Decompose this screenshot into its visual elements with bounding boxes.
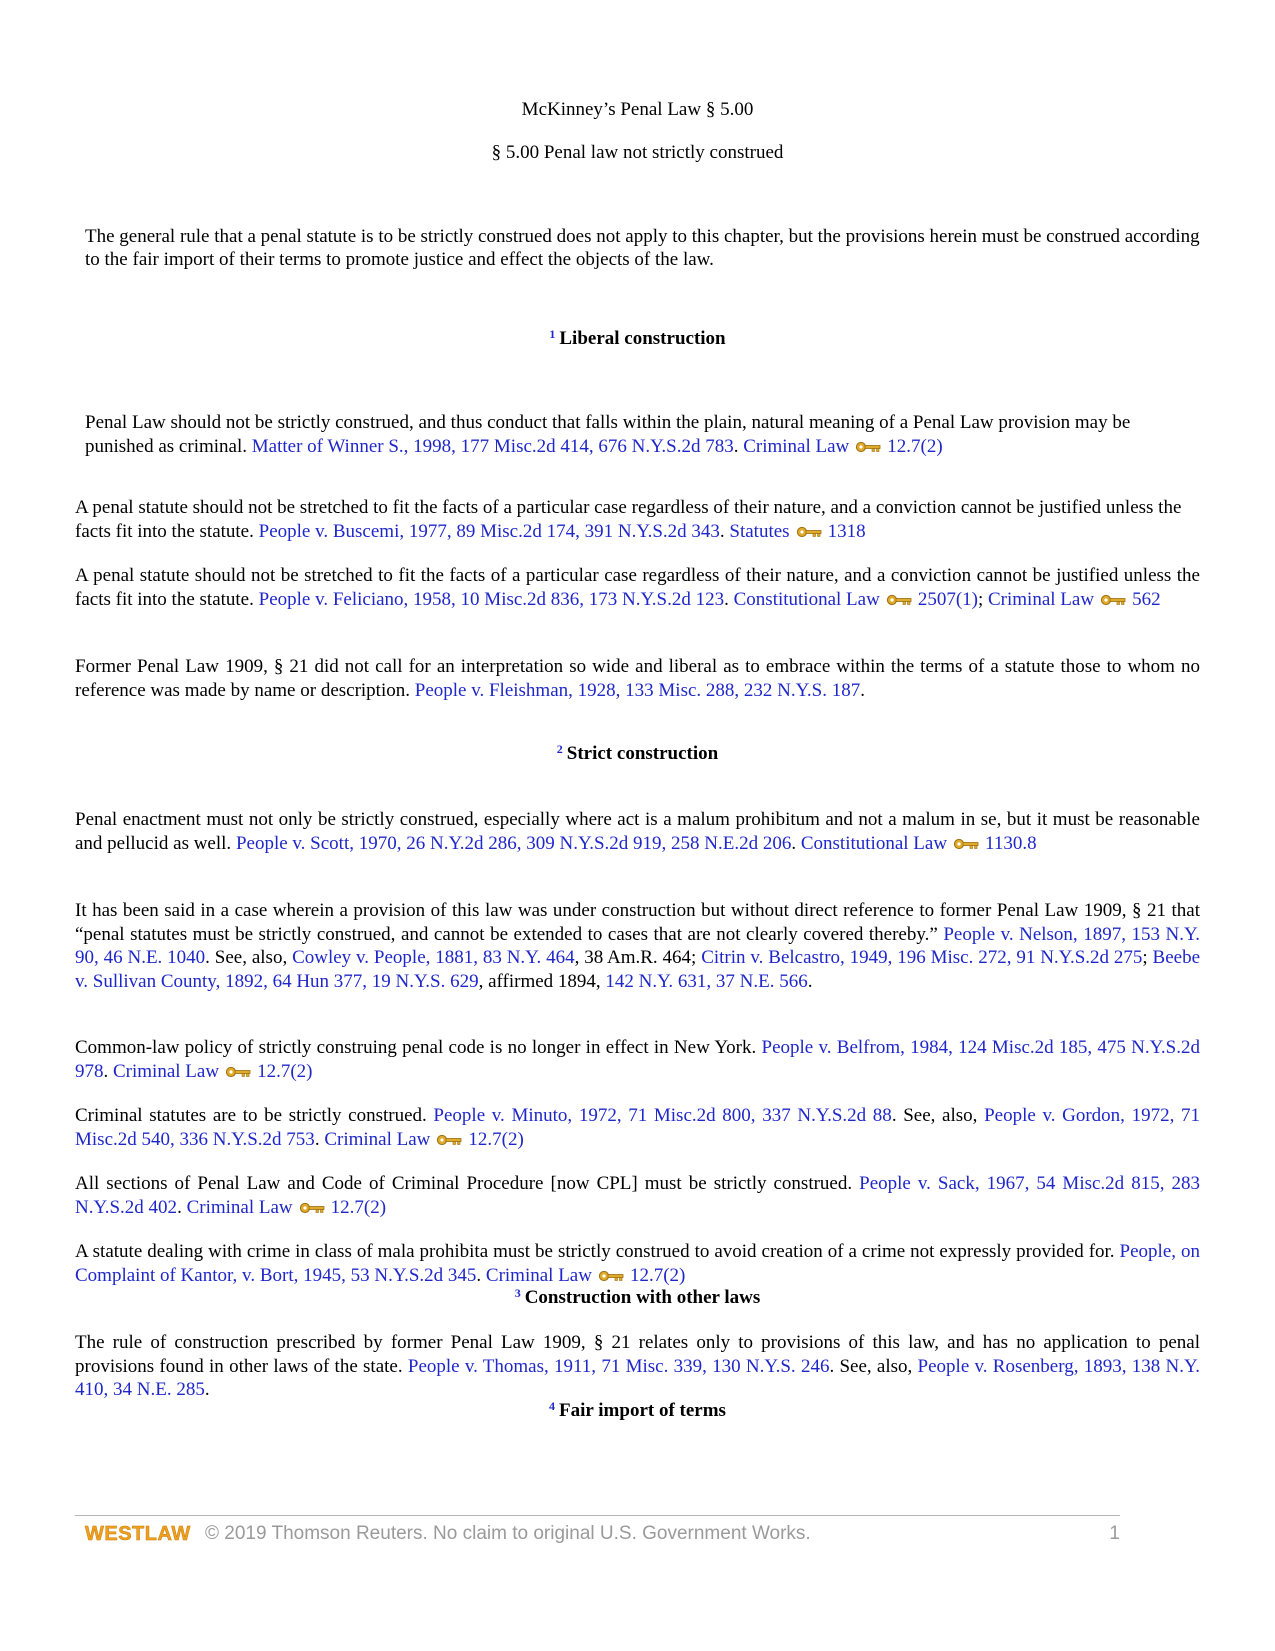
case-citation-link[interactable]: Matter of Winner S., 1998, 177 Misc.2d 414, 676 N.Y.S.2d 783: [251, 435, 734, 457]
annotation-paragraph: Common-law policy of strictly construing penal code is no longer in effect in New York. People v. Belfrom, 1984, 124 Misc.2d 185, 475 N.Y.S.2d 978. Criminal Law 12.7(2): [75, 1037, 1200, 1082]
case-citation-link[interactable]: People v. Scott, 1970, 26 N.Y.2d 286, 309 N.Y.S.2d 919, 258 N.E.2d 206: [235, 832, 792, 854]
key-topic-link[interactable]: Criminal Law: [113, 1060, 220, 1082]
annotation-paragraph: It has been said in a case wherein a provision of this law was under construction but without direct reference to former Penal Law 1909, § 21 that “penal statutes must be strictly construed, and cannot be extended to cases that are not clearly covered thereby.” People v. Nelson, 1897, 153 N.Y. 90, 46 N.E. 1040. See, also, Cowley v. People, 1881, 83 N.Y. 464, 38 Am.R. 464; Citrin v. Belcastro, 1949, 196 Misc. 272, 91 N.Y.S.2d 275; Beebe v. Sullivan County, 1892, 64 Hun 377, 19 N.Y.S. 629, affirmed 1894, 142 N.Y. 631, 37 N.E. 566.: [75, 900, 1201, 992]
case-citation-link[interactable]: People, on Complaint of Kantor, v. Bort, 1945, 53 N.Y.S.2d 345: [75, 1241, 1200, 1286]
heading-title: Fair import of terms: [559, 1400, 726, 1421]
annotation-text: Criminal statutes are to be strictly construed.: [75, 1105, 434, 1126]
annotation-paragraph: Criminal statutes are to be strictly construed. People v. Minuto, 1972, 71 Misc.2d 800, 337 N.Y.S.2d 88. See, also, People v. Gordon, 1972, 71 Misc.2d 540, 336 N.Y.S.2d 753. Criminal Law 12.7(2): [75, 1105, 1200, 1150]
annotation-paragraph: Former Penal Law 1909, § 21 did not call for an interpretation so wide and liberal as to embrace within the terms of a statute those to whom no reference was made by name or description. People v. Fleishman, 1928, 133 Misc. 288, 232 N.Y.S. 187.: [75, 656, 1200, 701]
key-topic-link[interactable]: Criminal Law: [186, 1196, 293, 1218]
case-citation-link[interactable]: People v. Minuto, 1972, 71 Misc.2d 800, 337 N.Y.S.2d 88: [433, 1105, 892, 1126]
annotation-text: Common-law policy of strictly construing penal code is no longer in effect in New York.: [75, 1037, 762, 1058]
heading-title: Liberal construction: [559, 328, 726, 349]
case-citation-link[interactable]: People v. Feliciano, 1958, 10 Misc.2d 836, 173 N.Y.S.2d 123: [258, 588, 725, 610]
case-citation-link[interactable]: People v. Gordon, 1972, 71 Misc.2d 540, 336 N.Y.S.2d 753: [75, 1105, 1200, 1150]
key-number-link[interactable]: 12.7(2): [257, 1060, 313, 1082]
annotation-text: A statute dealing with crime in class of mala prohibita must be strictly construed to avoid creation of a crime not expressly provided for.: [75, 1241, 1120, 1262]
annotation-text: , affirmed 1894,: [478, 970, 606, 992]
key-number-link[interactable]: 1318: [827, 520, 866, 542]
heading-title: Strict construction: [566, 743, 719, 764]
annotation-paragraph: Penal enactment must not only be strictly construed, especially where act is a malum prohibitum and not a malum in se, but it must be reasonable and pellucid as well. People v. Scott, 1970, 26 N.Y.2d 286, 309 N.Y.S.2d 919, 258 N.E.2d 206. Constitutional Law 1130.8: [75, 809, 1200, 854]
key-number-icon: [436, 1134, 462, 1146]
key-topic-link[interactable]: Statutes: [729, 520, 790, 542]
westlaw-logo: WESTLAW: [85, 1523, 191, 1545]
note-heading-construction-with-other-laws: [0, 1286, 1275, 1309]
annotation-text: . See, also,: [205, 947, 293, 969]
key-topic-link[interactable]: Constitutional Law: [800, 832, 948, 854]
case-citation-link[interactable]: Citrin v. Belcastro, 1949, 196 Misc. 272, 91 N.Y.S.2d 275: [701, 947, 1143, 969]
key-number-link[interactable]: 12.7(2): [629, 1264, 686, 1286]
section-title: § 5.00 Penal law not strictly construed: [491, 142, 784, 163]
key-number-icon: [796, 526, 822, 538]
annotation-text: A penal statute should not be stretched to fit the facts of a particular case regardless of their nature, and a conviction cannot be justified unless the facts fit into the statute.: [75, 497, 1182, 542]
heading-title: Construction with other laws: [524, 1287, 761, 1308]
case-citation-link[interactable]: Cowley v. People, 1881, 83 N.Y. 464: [292, 947, 575, 969]
key-number-icon: [598, 1270, 624, 1282]
annotation-text: . See, also,: [891, 1105, 985, 1126]
annotation-text: , 38 Am.R. 464;: [574, 947, 702, 969]
key-number-link[interactable]: 1130.8: [985, 832, 1037, 854]
case-citation-link[interactable]: Beebe v. Sullivan County, 1892, 64 Hun 377, 19 N.Y.S. 629: [75, 947, 1201, 992]
key-number-link[interactable]: 12.7(2): [468, 1128, 524, 1150]
annotation-text: A penal statute should not be stretched to fit the facts of a particular case regardless of their nature, and a conviction cannot be justified unless the facts fit into the statute.: [75, 565, 1200, 610]
annotation-paragraph: Penal Law should not be strictly construed, and thus conduct that falls within the plain, natural meaning of a Penal Law provision may be punished as criminal. Matter of Winner S., 1998, 177 Misc.2d 414, 676 N.Y.S.2d 783. Criminal Law 12.7(2): [85, 412, 1131, 457]
key-topic-link[interactable]: Criminal Law: [743, 435, 850, 457]
case-citation-link[interactable]: People v. Fleishman, 1928, 133 Misc. 288, 232 N.Y.S. 187: [414, 679, 861, 701]
case-citation-link[interactable]: People v. Sack, 1967, 54 Misc.2d 815, 283 N.Y.S.2d 402: [75, 1173, 1200, 1218]
copyright-notice: © 2019 Thomson Reuters. No claim to original U.S. Government Works.: [205, 1523, 811, 1544]
key-number-icon: [886, 594, 912, 606]
annotation-text: The rule of construction prescribed by former Penal Law 1909, § 21 relates only to provisions of this law, and has no application to penal provisions found in other laws of the state.: [75, 1332, 1200, 1377]
case-citation-link[interactable]: People v. Thomas, 1911, 71 Misc. 339, 130 N.Y.S. 246: [407, 1355, 830, 1377]
page-footer: [85, 1521, 1120, 1551]
key-number-link[interactable]: 12.7(2): [330, 1196, 387, 1218]
case-citation-link[interactable]: People v. Nelson, 1897, 153 N.Y. 90, 46 N.E. 1040: [75, 923, 1200, 969]
footer-divider: [75, 1515, 1120, 1516]
key-number-link[interactable]: 2507(1): [917, 588, 978, 610]
note-heading-fair-import-of-terms: [0, 1399, 1275, 1422]
document-title: McKinney’s Penal Law § 5.00: [521, 99, 754, 120]
case-citation-link[interactable]: 142 N.Y. 631, 37 N.E. 566: [605, 970, 808, 992]
annotation-text: All sections of Penal Law and Code of Criminal Procedure [now CPL] must be strictly construed.: [75, 1173, 860, 1194]
annotation-paragraph: A penal statute should not be stretched to fit the facts of a particular case regardless of their nature, and a conviction cannot be justified unless the facts fit into the statute. People v. Feliciano, 1958, 10 Misc.2d 836, 173 N.Y.S.2d 123. Constitutional Law 2507(1); Criminal Law 562: [75, 565, 1200, 610]
key-number-icon: [1100, 594, 1126, 606]
note-heading-liberal-construction: [0, 327, 1275, 350]
key-number-icon: [953, 838, 979, 850]
page-number: 1: [1109, 1523, 1120, 1544]
key-number-icon: [299, 1202, 325, 1214]
annotation-text: It has been said in a case wherein a provision of this law was under construction but without direct reference to former Penal Law 1909, § 21 that “penal statutes must be strictly construed, and cannot be extended to cases that are not clearly covered thereby.”: [75, 900, 1200, 945]
annotation-paragraph: The rule of construction prescribed by former Penal Law 1909, § 21 relates only to provisions of this law, and has no application to penal provisions found in other laws of the state. People v. Thomas, 1911, 71 Misc. 339, 130 N.Y.S. 246. See, also, People v. Rosenberg, 1893, 138 N.Y. 410, 34 N.E. 285.: [75, 1332, 1201, 1401]
annotation-text: Penal Law should not be strictly construed, and thus conduct that falls within the plain, natural meaning of a Penal Law provision may be punished as criminal.: [85, 412, 1131, 457]
note-number[interactable]: 4: [549, 1399, 556, 1413]
annotation-text: Former Penal Law 1909, § 21 did not call for an interpretation so wide and liberal as to embrace within the terms of a statute those to whom no reference was made by name or description.: [75, 656, 1200, 701]
annotation-paragraph: A statute dealing with crime in class of mala prohibita must be strictly construed to avoid creation of a crime not expressly provided for. People, on Complaint of Kantor, v. Bort, 1945, 53 N.Y.S.2d 345. Criminal Law 12.7(2): [75, 1241, 1200, 1286]
key-topic-link[interactable]: Constitutional Law: [733, 588, 880, 610]
annotation-text: Penal enactment must not only be strictly construed, especially where act is a malum prohibitum and not a malum in se, but it must be reasonable and pellucid as well.: [75, 809, 1200, 854]
case-citation-link[interactable]: People v. Belfrom, 1984, 124 Misc.2d 185, 475 N.Y.S.2d 978: [75, 1037, 1200, 1082]
note-number[interactable]: 2: [556, 742, 563, 756]
annotation-paragraph: All sections of Penal Law and Code of Criminal Procedure [now CPL] must be strictly construed. People v. Sack, 1967, 54 Misc.2d 815, 283 N.Y.S.2d 402. Criminal Law 12.7(2): [75, 1173, 1200, 1218]
annotation-paragraph: A penal statute should not be stretched to fit the facts of a particular case regardless of their nature, and a conviction cannot be justified unless the facts fit into the statute. People v. Buscemi, 1977, 89 Misc.2d 174, 391 N.Y.S.2d 343. Statutes 1318: [75, 497, 1182, 542]
key-topic-link[interactable]: Criminal Law: [988, 588, 1095, 610]
key-topic-link[interactable]: Criminal Law: [324, 1128, 431, 1150]
key-number-icon: [855, 441, 881, 453]
key-number-link[interactable]: 12.7(2): [887, 435, 943, 457]
key-number-icon: [225, 1066, 251, 1078]
annotation-text: . See, also,: [829, 1355, 918, 1377]
statute-text: The general rule that a penal statute is to be strictly construed does not apply to this chapter, but the provisions herein must be construed according to the fair import of their terms to promote justice and effect the objects of the law.: [85, 226, 1200, 270]
note-number[interactable]: 3: [514, 1286, 521, 1300]
note-heading-strict-construction: [0, 742, 1275, 765]
case-citation-link[interactable]: People v. Buscemi, 1977, 89 Misc.2d 174, 391 N.Y.S.2d 343: [258, 520, 720, 542]
note-number[interactable]: 1: [549, 327, 556, 341]
key-number-link[interactable]: 562: [1132, 588, 1161, 610]
annotation-text: ;: [1142, 947, 1153, 969]
key-topic-link[interactable]: Criminal Law: [485, 1264, 592, 1286]
case-citation-link[interactable]: People v. Rosenberg, 1893, 138 N.Y. 410, 34 N.E. 285: [75, 1355, 1201, 1401]
